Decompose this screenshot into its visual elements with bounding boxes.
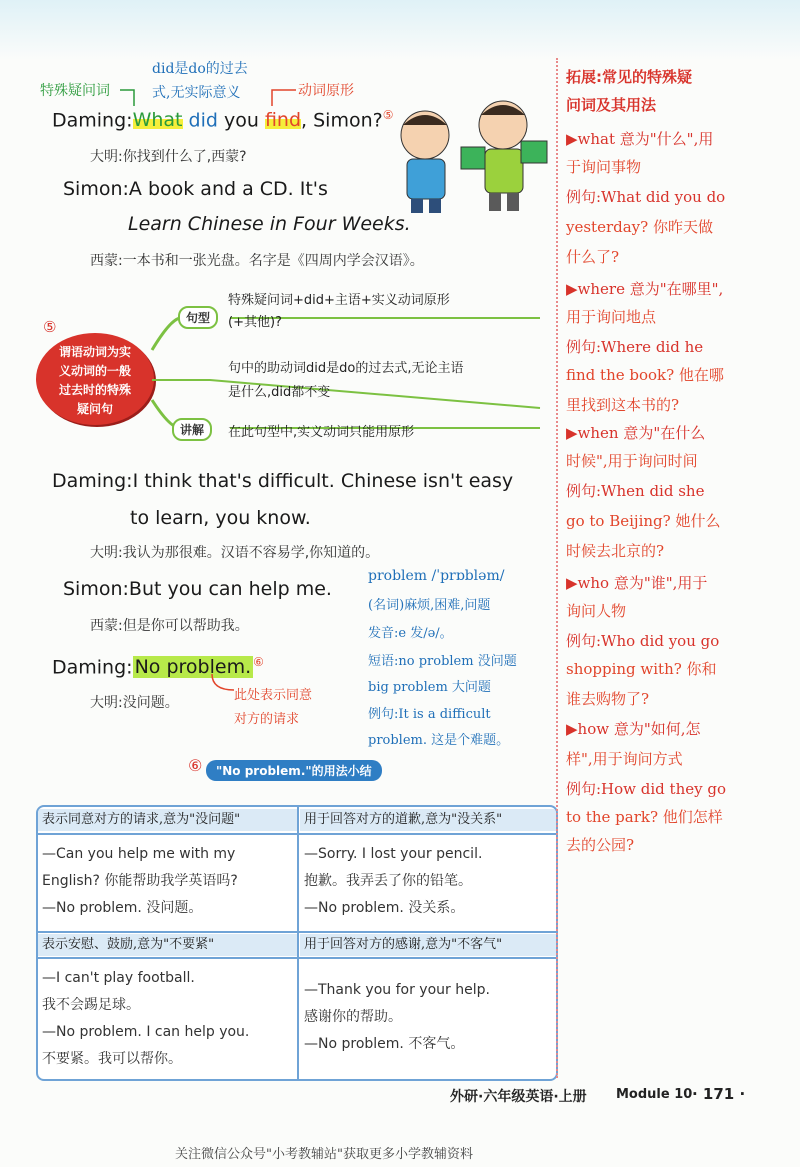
vocab-example-1: 例句:It is a difficult — [368, 707, 491, 722]
vocab-meaning: (名词)麻烦,困难,问题 — [368, 598, 491, 613]
usage-line: 不要紧。我可以帮你。 — [42, 1051, 182, 1067]
mindmap-number: ⑤ — [43, 318, 57, 336]
usage-line: —No problem. 没关系。 — [304, 900, 465, 916]
dialog-line-2 — [63, 178, 328, 200]
dialog-line-3-translation: 大明:我认为那很难。汉语不容易学,你知道的。 — [90, 545, 380, 561]
top-decoration — [0, 0, 800, 60]
no-problem-note-line1: 此处表示同意 — [234, 688, 313, 703]
no-problem-phrase: No problem. — [134, 656, 252, 679]
usage-cell-comfort — [42, 965, 249, 1073]
side-line: 用于询问地点 — [566, 308, 657, 326]
usage-head-agree: 表示同意对方的请求,意为"没问题" — [38, 809, 297, 831]
footer-notice: 关注微信公众号"小考教辅站"获取更多小学教辅资料 — [175, 1147, 473, 1162]
side-line: 去的公园? — [566, 836, 635, 854]
vocab-phrase-1: 短语:no problem 没问题 — [368, 654, 517, 669]
usage-head-thanks: 用于回答对方的感谢,意为"不客气" — [300, 934, 556, 956]
wh-word-note: 特殊疑问词 — [40, 83, 110, 99]
speaker-simon: Simon: — [63, 178, 129, 200]
dialog-line-1-translation: 大明:你找到什么了,西蒙? — [90, 149, 247, 165]
side-line: to the park? 他们怎样 — [566, 808, 723, 826]
mindmap-label-explain: 讲解 — [172, 418, 212, 441]
dialog-line-3b: to learn, you know. — [130, 507, 311, 529]
mindmap-center-line: 过去时的特殊 — [58, 383, 131, 397]
word-what: What — [132, 109, 183, 132]
dialog-line-5-translation: 大明:没问题。 — [90, 695, 179, 711]
side-line: find the book? 他在哪 — [566, 366, 724, 384]
usage-title: "No problem."的用法小结 — [206, 760, 382, 781]
dialog-line-4-translation: 西蒙:但是你可以帮助我。 — [90, 618, 249, 634]
usage-cell-thanks — [304, 977, 490, 1058]
side-line: 于询问事物 — [566, 158, 642, 176]
mindmap-pattern-line2: (+其他)? — [228, 315, 282, 330]
side-line: ▶how 意为"如何,怎 — [566, 720, 701, 738]
mindmap-explain-line1: 句中的助动词did是do的过去式,无论主语 — [228, 361, 464, 376]
speaker-daming: Daming: — [52, 656, 133, 679]
side-column — [556, 58, 798, 1078]
side-line: ▶where 意为"在哪里", — [566, 280, 724, 298]
vocab-word: problem /ˈprɒbləm/ — [368, 568, 505, 584]
usage-line: —No problem. 没问题。 — [42, 900, 203, 916]
side-line: ▶who 意为"谁",用于 — [566, 574, 708, 592]
side-line: ▶when 意为"在什么 — [566, 424, 706, 442]
footer-book: 外研·六年级英语·上册 — [450, 1089, 587, 1105]
vocab-example-2: problem. 这是个难题。 — [368, 733, 510, 748]
dialog-line-3-text: I think that's difficult. Chinese isn't easy — [132, 470, 514, 492]
usage-line: —No problem. 不客气。 — [304, 1036, 465, 1052]
mindmap-center-line: 义动词的一般 — [58, 364, 131, 378]
side-line: 例句:How did they go — [566, 780, 726, 798]
usage-line: 抱歉。我弄丢了你的铅笔。 — [304, 873, 472, 889]
mindmap-pattern-line1: 特殊疑问词+did+主语+实义动词原形 — [228, 293, 450, 308]
side-line: 例句:Who did you go — [566, 632, 720, 650]
word-you: you — [224, 109, 259, 132]
dialog-line-2-translation: 西蒙:一本书和一张光盘。名字是《四周内学会汉语》。 — [90, 253, 424, 269]
side-line: 样",用于询问方式 — [566, 750, 683, 768]
wh-word-arrow — [118, 86, 142, 110]
side-title-2: 问词及其用法 — [566, 96, 657, 114]
usage-line: —Thank you for your help. — [304, 982, 490, 998]
side-line: 例句:Where did he — [566, 338, 704, 356]
mindmap-explain-text: 在此句型中,实义动词只能用原形 — [228, 425, 415, 440]
side-line: ▶what 意为"什么",用 — [566, 130, 714, 148]
verb-note: 动词原形 — [298, 83, 354, 99]
dialog-line-4 — [63, 578, 332, 600]
usage-line: —Can you help me with my — [42, 846, 236, 862]
vocab-phrase-2: big problem 大问题 — [368, 680, 491, 695]
side-line: 谁去购物了? — [566, 690, 650, 708]
mindmap-center-line: 谓语动词为实 — [58, 345, 131, 359]
word-simon: , Simon? — [301, 109, 383, 132]
speaker-simon: Simon: — [63, 578, 129, 600]
usage-cell-apology — [304, 841, 482, 922]
side-line: 时候",用于询问时间 — [566, 452, 698, 470]
side-title-1: 拓展:常见的特殊疑 — [566, 68, 692, 86]
dialog-line-3 — [52, 470, 513, 492]
usage-line: 感谢你的帮助。 — [304, 1009, 402, 1025]
word-did: did — [188, 109, 218, 132]
side-line: go to Beijing? 她什么 — [566, 512, 721, 530]
word-find: find — [264, 109, 302, 132]
usage-line: —Sorry. I lost your pencil. — [304, 846, 483, 862]
ref-marker-6: ⑥ — [253, 655, 264, 669]
usage-line: —I can't play football. — [42, 970, 195, 986]
cartoon-boys-illustration — [382, 95, 550, 215]
usage-line: —No problem. I can help you. — [42, 1024, 250, 1040]
side-line: shopping with? 你和 — [566, 660, 717, 678]
ref-marker-5: ⑤ — [382, 108, 394, 122]
dialog-line-2b: Learn Chinese in Four Weeks. — [128, 213, 411, 235]
mindmap-label-pattern: 句型 — [178, 306, 218, 329]
usage-cell-agree — [42, 841, 238, 922]
side-line: 询问人物 — [566, 602, 627, 620]
dialog-line-1 — [52, 108, 394, 131]
side-line: 例句:What did you do — [566, 188, 726, 206]
vocab-pronunciation: 发音:e 发/ə/。 — [368, 626, 453, 641]
mindmap-center-line: 疑问句 — [76, 402, 113, 416]
did-note-line2: 式,无实际意义 — [152, 85, 241, 101]
usage-number: ⑥ — [188, 756, 203, 775]
footer-page-number: · 171 · — [692, 1085, 746, 1103]
usage-head-apology: 用于回答对方的道歉,意为"没关系" — [300, 809, 556, 831]
speaker-daming: Daming: — [52, 109, 133, 132]
no-problem-note-line2: 对方的请求 — [234, 712, 300, 727]
side-line: 什么了? — [566, 248, 620, 266]
side-line: 里找到这本书的? — [566, 396, 680, 414]
mindmap-explain-line2: 是什么,did都不变 — [228, 385, 331, 400]
verb-note-arrow — [268, 84, 298, 110]
speaker-daming: Daming: — [52, 470, 133, 492]
side-line: 例句:When did she — [566, 482, 705, 500]
mindmap-center — [36, 333, 154, 425]
dialog-line-2-text: A book and a CD. It's — [128, 178, 328, 200]
did-note-line1: did是do的过去 — [152, 61, 248, 77]
footer-module: Module 10 — [616, 1087, 693, 1102]
usage-line: 我不会踢足球。 — [42, 997, 140, 1013]
usage-head-comfort: 表示安慰、鼓励,意为"不要紧" — [38, 934, 297, 956]
dialog-line-4-text: But you can help me. — [128, 578, 332, 600]
side-line: 时候去北京的? — [566, 542, 665, 560]
usage-table — [36, 805, 558, 1081]
side-line: yesterday? 你昨天做 — [566, 218, 713, 236]
usage-line: English? 你能帮助我学英语吗? — [42, 873, 238, 889]
